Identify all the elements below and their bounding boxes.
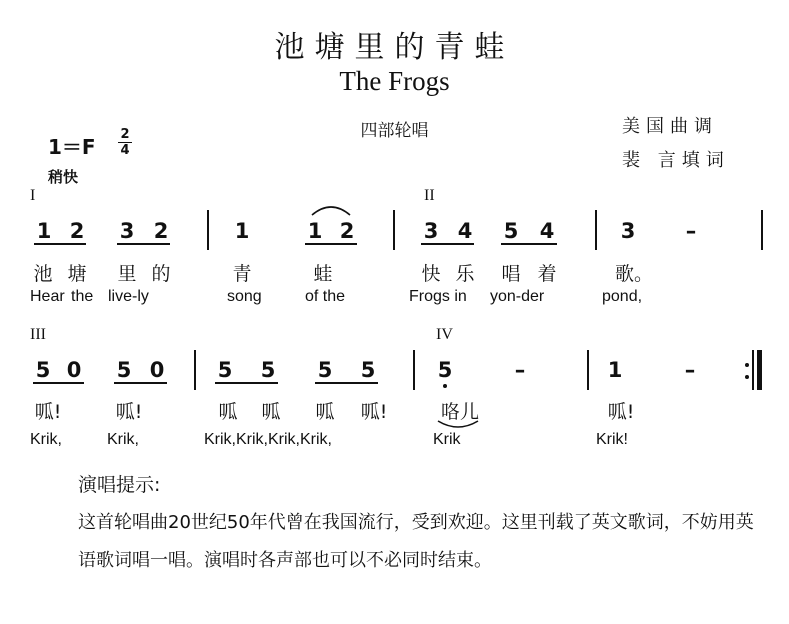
lyric-en: pond, [602, 288, 643, 305]
lyric-zh: 塘 [67, 263, 87, 285]
note: 5 [360, 358, 376, 382]
part-marker-2: II [424, 187, 435, 204]
lyric-en: song [227, 288, 262, 305]
lyric-en: Krik, [30, 431, 62, 448]
lyric-en: Hear [30, 288, 65, 305]
barline [194, 350, 196, 390]
note: 1 [607, 358, 623, 382]
time-top: 2 [120, 127, 130, 142]
lyric-zh: 唱 [501, 263, 521, 285]
subtitle: 四部轮唱 [360, 121, 429, 141]
part-marker-1: I [30, 187, 36, 204]
note: 0 [66, 358, 82, 382]
beam [114, 382, 167, 384]
note: 3 [423, 219, 439, 243]
lyric-zh: 青 [232, 263, 252, 285]
repeat-dot [745, 375, 749, 379]
key-signature: 1＝F [48, 135, 96, 159]
note: 1 [36, 219, 52, 243]
tempo-marking: 稍快 [48, 168, 79, 186]
barline [207, 210, 209, 250]
dash: – [685, 219, 697, 243]
note: 2 [69, 219, 85, 243]
lyric-en: Krik! [596, 431, 628, 448]
lyric-zh: 呱 [315, 401, 335, 423]
beam [117, 243, 170, 245]
note: 2 [339, 219, 355, 243]
note: 5 [260, 358, 276, 382]
credit-music: 美国曲调 [622, 116, 718, 137]
lyric-en: of the [305, 288, 346, 305]
lyric-zh: 乐 [455, 263, 475, 285]
note: 5 [217, 358, 233, 382]
lyric-zh: 呱! [115, 401, 143, 423]
dash: – [514, 358, 526, 382]
slur-under [436, 419, 480, 431]
note: 5 [35, 358, 51, 382]
note: 4 [539, 219, 555, 243]
lyric-zh: 蛙 [313, 263, 333, 285]
part-marker-3: III [30, 326, 46, 343]
barline [587, 350, 589, 390]
lyric-en: Frogs in [409, 288, 467, 305]
repeat-dot [745, 363, 749, 367]
beam [33, 382, 84, 384]
credit-lyrics: 裴 言填词 [622, 150, 730, 171]
lyric-zh: 快 [421, 263, 441, 285]
lyric-en: the [71, 288, 94, 305]
low-octave-dot [443, 384, 447, 388]
title-english: The Frogs [339, 66, 450, 96]
barline [413, 350, 415, 390]
tips-body: 这首轮唱曲20世纪50年代曾在我国流行，受到欢迎。这里刊载了英文歌词，不妨用英语歌词唱一唱。演唱时各声部也可以不必同时结束。 [78, 512, 754, 571]
note: 1 [234, 219, 250, 243]
beam [305, 243, 357, 245]
lyric-zh: 池 [33, 263, 53, 285]
barline-thick [757, 350, 762, 390]
note: 5 [503, 219, 519, 243]
beam [215, 382, 278, 384]
part-marker-4: IV [436, 326, 453, 343]
beam [34, 243, 86, 245]
lyric-en: Krik [433, 431, 461, 448]
lyric-zh: 呱! [360, 401, 388, 423]
note: 3 [620, 219, 636, 243]
tips-heading: 演唱提示: [78, 474, 161, 496]
note: 5 [317, 358, 333, 382]
beam [501, 243, 557, 245]
lyric-zh: 呱 [261, 401, 281, 423]
lyric-zh: 着 [537, 263, 557, 285]
lyric-zh: 呱 [218, 401, 238, 423]
lyric-en: yon-der [490, 288, 545, 305]
dash: – [684, 358, 696, 382]
note: 1 [307, 219, 323, 243]
lyric-zh: 里 [117, 263, 137, 285]
note: 4 [457, 219, 473, 243]
beam [421, 243, 474, 245]
lyric-en: live-ly [108, 288, 149, 305]
time-signature [118, 128, 132, 157]
note: 5 [116, 358, 132, 382]
barline-thin [752, 350, 754, 390]
lyric-zh: 咯儿 [440, 401, 480, 423]
beam [315, 382, 378, 384]
note: 0 [149, 358, 165, 382]
barline [761, 210, 763, 250]
lyric-zh: 的 [151, 263, 171, 285]
note: 2 [153, 219, 169, 243]
lyric-en: Krik,Krik,Krik,Krik, [204, 431, 332, 448]
note: 5 [437, 358, 453, 382]
lyric-zh: 歌。 [614, 263, 654, 285]
slur [310, 203, 352, 217]
title-chinese: 池塘里的青蛙 [274, 30, 515, 65]
lyric-en: Krik, [107, 431, 139, 448]
barline [393, 210, 395, 250]
time-bottom: 4 [120, 143, 130, 158]
lyric-zh: 呱! [607, 401, 635, 423]
note: 3 [119, 219, 135, 243]
lyric-zh: 呱! [34, 401, 62, 423]
barline [595, 210, 597, 250]
